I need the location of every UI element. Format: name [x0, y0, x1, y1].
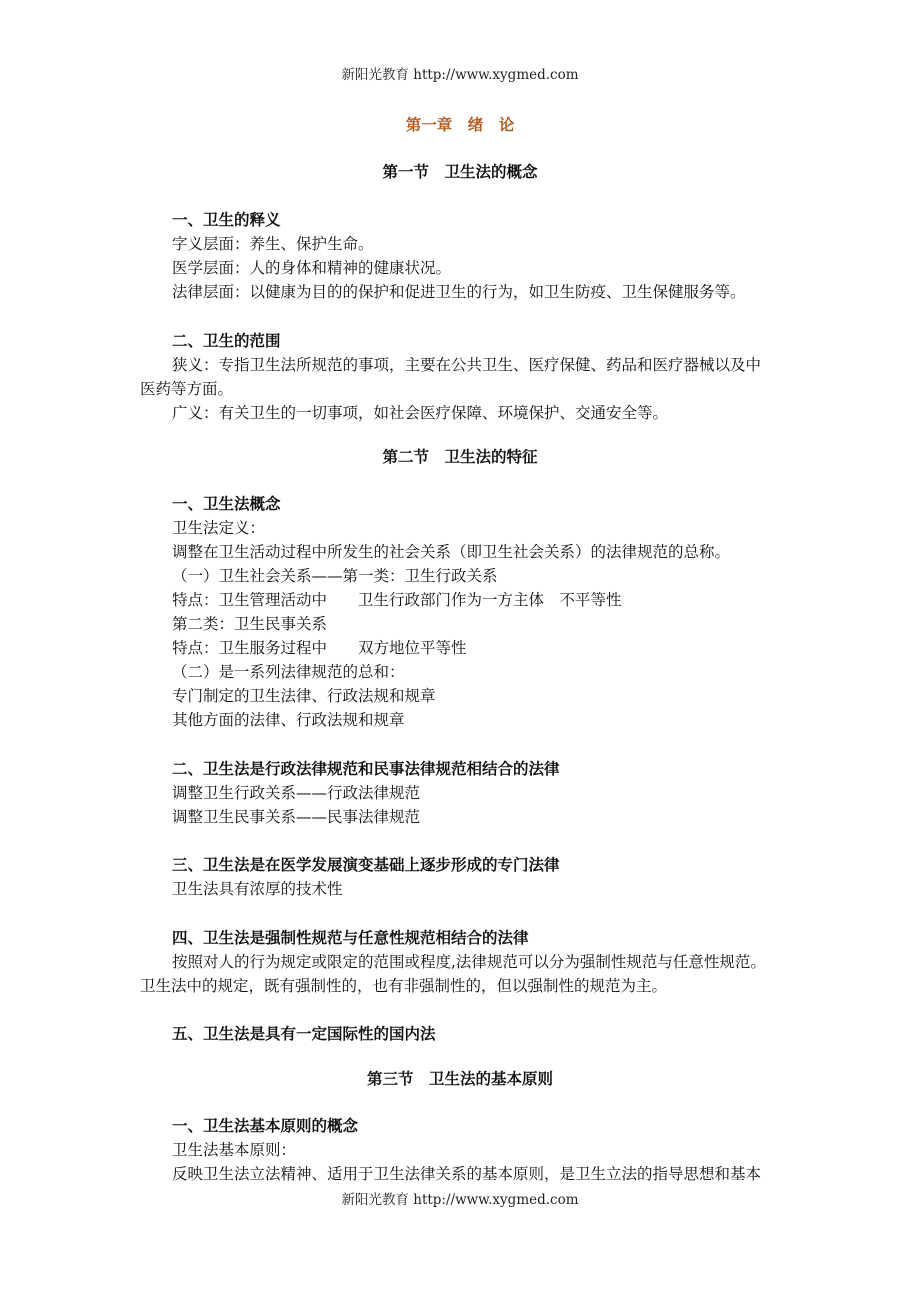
- page-footer: 新阳光教育 http://www.xygmed.com: [341, 1192, 579, 1208]
- page-header: 新阳光教育 http://www.xygmed.com: [341, 67, 579, 83]
- paragraph-line: 卫生法基本原则：: [172, 1141, 297, 1159]
- subheading: 一、卫生法基本原则的概念: [172, 1116, 359, 1135]
- paragraph-line: 调整卫生行政关系——行政法律规范: [172, 784, 421, 802]
- paragraph-line: 特点：卫生服务过程中 双方地位平等性: [172, 639, 467, 657]
- subheading: 一、卫生法概念: [172, 494, 281, 513]
- subheading: 五、卫生法是具有一定国际性的国内法: [172, 1024, 436, 1043]
- chapter-title: 第一章 绪 论: [405, 115, 515, 134]
- subheading: 四、卫生法是强制性规范与任意性规范相结合的法律: [172, 928, 529, 947]
- paragraph-line: 其他方面的法律、行政法规和规章: [172, 711, 405, 729]
- paragraph-line: 调整卫生民事关系——民事法律规范: [172, 808, 421, 826]
- paragraph-line: 调整在卫生活动过程中所发生的社会关系（即卫生社会关系）的法律规范的总称。: [172, 543, 731, 561]
- subheading: 二、卫生法是行政法律规范和民事法律规范相结合的法律: [172, 759, 560, 778]
- paragraph-line: 广义：有关卫生的一切事项，如社会医疗保障、环境保护、交通安全等。: [172, 404, 669, 422]
- paragraph-line: 卫生法定义：: [172, 519, 266, 537]
- paragraph-line: 医药等方面。: [140, 380, 234, 398]
- paragraph-line: 卫生法具有浓厚的技术性: [172, 880, 343, 898]
- paragraph-line: （二）是一系列法律规范的总和：: [172, 663, 405, 681]
- subheading: 一、卫生的释义: [172, 210, 281, 229]
- paragraph-line: 医学层面：人的身体和精神的健康状况。: [172, 259, 452, 277]
- paragraph-line: 特点：卫生管理活动中 卫生行政部门作为一方主体 不平等性: [172, 591, 622, 609]
- section-title: 第一节 卫生法的概念: [382, 162, 538, 181]
- subheading: 三、卫生法是在医学发展演变基础上逐步形成的专门法律: [172, 855, 560, 874]
- paragraph-line: 按照对人的行为规定或限定的范围或程度,法律规范可以分为强制性规范与任意性规范。: [172, 953, 766, 971]
- subheading: 二、卫生的范围: [172, 331, 281, 350]
- paragraph-line: （一）卫生社会关系——第一类：卫生行政关系: [172, 567, 498, 585]
- paragraph-line: 法律层面：以健康为目的的保护和促进卫生的行为，如卫生防疫、卫生保健服务等。: [172, 283, 746, 301]
- section-title: 第三节 卫生法的基本原则: [366, 1069, 553, 1088]
- paragraph-line: 专门制定的卫生法律、行政法规和规章: [172, 687, 436, 705]
- paragraph-line: 反映卫生法立法精神、适用于卫生法律关系的基本原则，是卫生立法的指导思想和基本: [172, 1165, 762, 1183]
- paragraph-line: 字义层面：养生、保护生命。: [172, 235, 374, 253]
- paragraph-line: 卫生法中的规定，既有强制性的，也有非强制性的，但以强制性的规范为主。: [140, 977, 668, 995]
- section-title: 第二节 卫生法的特征: [382, 447, 538, 466]
- paragraph-line: 狭义：专指卫生法所规范的事项，主要在公共卫生、医疗保健、药品和医疗器械以及中: [172, 356, 762, 374]
- paragraph-line: 第二类：卫生民事关系: [172, 615, 328, 633]
